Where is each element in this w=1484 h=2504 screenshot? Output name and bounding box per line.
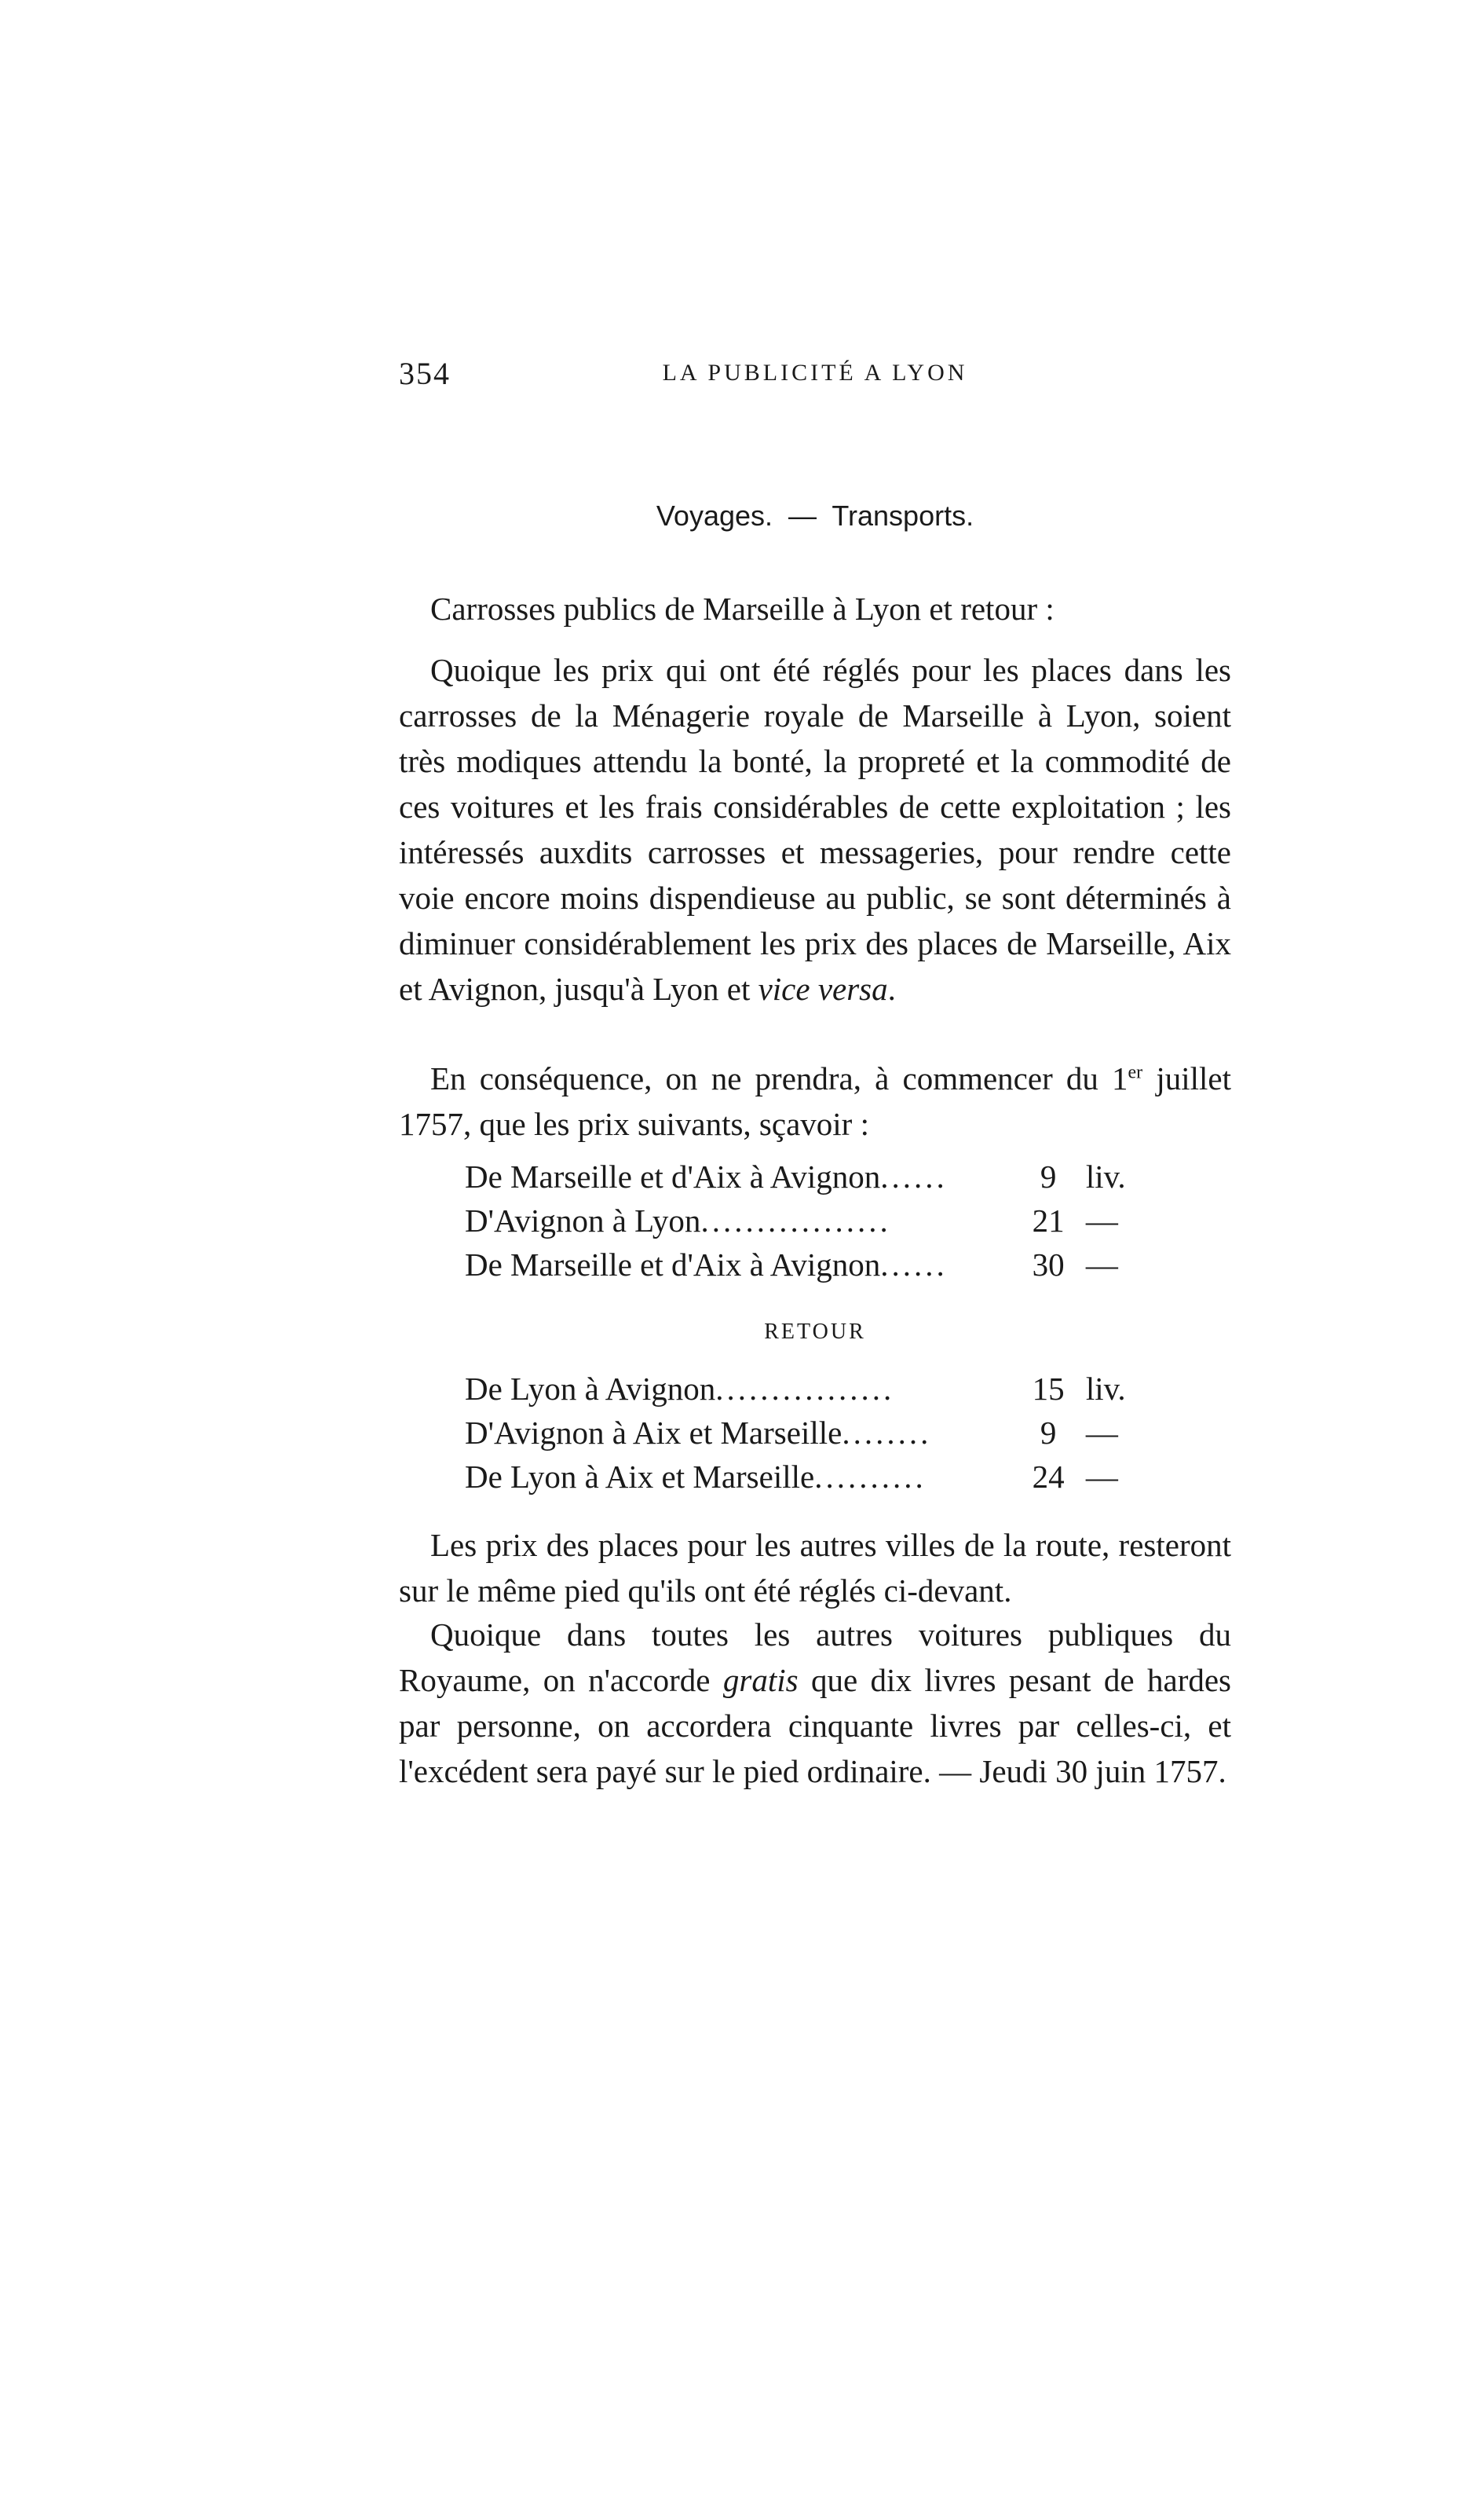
fare-unit: liv. [1085,1159,1126,1195]
retour-heading: RETOUR [764,1320,866,1344]
fare-unit: — [1085,1203,1118,1239]
leader-dots: ...... [880,1159,948,1195]
fare-unit: liv. [1085,1371,1126,1407]
paragraph-4-text [399,1612,1231,1794]
paragraph-4 [399,1612,1231,1794]
ordinal-superscript: er [1128,1062,1143,1083]
fare-route [465,1455,1018,1499]
paragraph-1-text [399,647,1231,1012]
paragraph-2-end: juillet 1757, que les prix suivants, sçavoir : [399,1060,1231,1142]
fare-row [465,1411,1156,1455]
fare-unit: — [1085,1247,1118,1283]
fare-route [465,1199,1018,1243]
fare-route [465,1155,1018,1199]
paragraph-1-main: Quoique les prix qui ont été réglés pour les places dans les carrosses de la Ménagerie royale de Marseille à Lyon, soient très modiques attendu la bonté, la propreté et la commodité de ces voitures et les frais considérables de cette exploitation ; les intéressés auxdits carrosses et messageries, pour rendre cette voie encore moins dispendieuse au public, se sont déterminés à diminuer considérablement les prix des places de Marseille, Aix et Avignon, jusqu'à Lyon et [399,652,1231,1007]
fare-table-outbound [465,1155,1156,1287]
paragraph-1-end: . [887,971,896,1007]
fare-row [465,1155,1156,1199]
leader-dots: ................ [715,1371,895,1407]
fare-amount: 9 [1040,1415,1057,1451]
running-title: LA PUBLICITÉ A LYON [662,360,968,386]
fare-unit: — [1085,1415,1118,1451]
intro-text: Carrosses publics de Marseille à Lyon et retour : [430,591,1055,627]
fare-unit: — [1085,1459,1118,1495]
paragraph-3-text: Les prix des places pour les autres villes de la route, resteront sur le même pied qu'ils ont été réglés ci-devant. [399,1527,1231,1609]
page-header [399,355,1231,402]
fare-amount: 21 [1032,1203,1065,1239]
page-number: 354 [399,356,451,391]
route-label: De Lyon à Aix et Marseille [465,1459,815,1495]
fare-route [465,1411,1018,1455]
fare-route [465,1367,1018,1411]
paragraph-4-end: que dix livres pesant de hardes par personne, on accordera cinquante livres par celles-ci, et l'excédent sera payé sur le pied ordinaire. — Jeudi 30 juin 1757. [399,1662,1232,1789]
paragraph-2 [399,1056,1231,1147]
route-label: D'Avignon à Aix et Marseille [465,1415,843,1451]
paragraph-2-text [399,1056,1231,1147]
fare-route [465,1243,1018,1287]
paragraph-4-italic: gratis [722,1662,799,1698]
route-label: De Marseille et d'Aix à Avignon [465,1159,881,1195]
section-title: Voyages. — Transports. [656,500,974,532]
paragraph-3 [399,1522,1231,1613]
fare-amount: 15 [1032,1371,1065,1407]
route-label: De Lyon à Avignon [465,1371,716,1407]
fare-row [465,1367,1156,1411]
fare-table-return [465,1367,1156,1499]
fare-row [465,1455,1156,1499]
paragraph-1-italic: vice versa [758,971,888,1007]
intro-paragraph [399,586,1231,631]
paragraph-4-start: Quoique dans toutes les autres voitures publiques du Royaume, on n'accorde [399,1616,1231,1698]
paragraph-2-start: En conséquence, on ne prendra, à commencer du 1 [430,1060,1128,1096]
leader-dots: ...... [880,1247,948,1283]
leader-dots: ........ [842,1415,932,1451]
leader-dots: ................. [700,1203,891,1239]
fare-amount: 24 [1032,1459,1065,1495]
paragraph-1 [399,647,1231,1012]
leader-dots: .......... [814,1459,927,1495]
route-label: D'Avignon à Lyon [465,1203,701,1239]
fare-row [465,1199,1156,1243]
fare-row [465,1243,1156,1287]
fare-amount: 9 [1040,1159,1057,1195]
route-label: De Marseille et d'Aix à Avignon [465,1247,881,1283]
fare-amount: 30 [1032,1247,1065,1283]
